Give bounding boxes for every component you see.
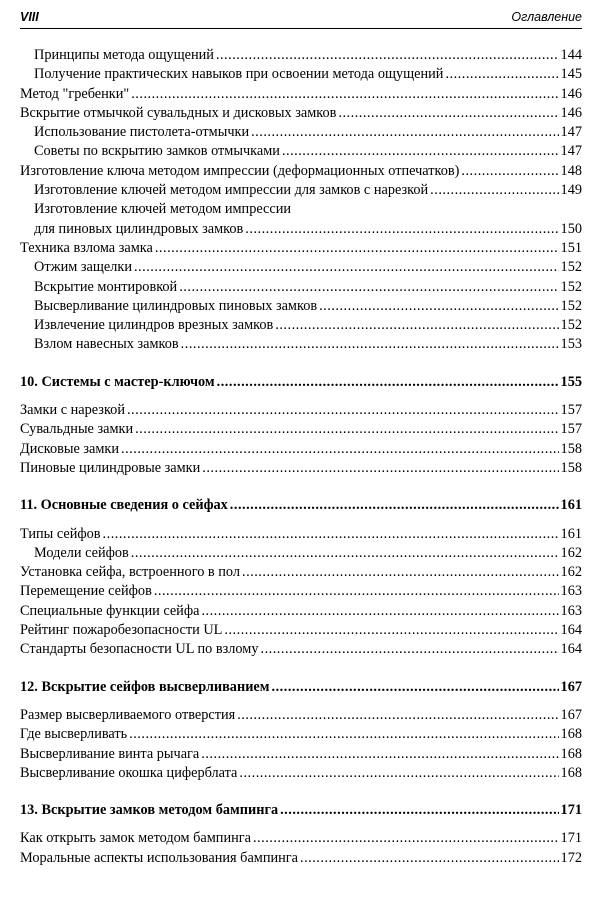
dot-leader (280, 801, 558, 820)
dot-leader (461, 162, 558, 181)
toc-entry-title: Где высверливать (20, 726, 128, 743)
toc-entry-title: 11. Основные сведения о сейфах (20, 497, 228, 514)
dot-leader (121, 440, 559, 459)
dot-leader (319, 297, 558, 316)
dot-leader (155, 239, 559, 258)
toc-page-number: 171 (560, 802, 582, 819)
toc-entry-title: Дисковые замки (20, 440, 120, 457)
dot-leader (202, 459, 558, 478)
toc-page-number: 157 (560, 402, 582, 419)
dot-leader (282, 142, 559, 161)
dot-leader (181, 335, 559, 354)
dot-leader (131, 544, 559, 563)
toc-page-number: 164 (560, 641, 582, 658)
dot-leader (216, 46, 559, 65)
dot-leader (131, 85, 558, 104)
toc-entry[interactable] (20, 104, 582, 123)
toc-page-number: 168 (560, 726, 582, 743)
toc-page-number: 161 (560, 497, 582, 514)
dot-leader (272, 678, 559, 697)
toc-page-number: 167 (560, 678, 582, 695)
toc-page-number: 168 (560, 745, 582, 762)
toc-entry[interactable] (20, 239, 582, 258)
toc-entry[interactable] (20, 335, 582, 354)
dot-leader (253, 829, 559, 848)
toc-entry[interactable] (20, 220, 582, 239)
dot-leader (129, 725, 558, 744)
toc-entry-title: Техника взлома замка (20, 239, 153, 256)
table-of-contents (20, 46, 582, 868)
toc-entry-title: 12. Вскрытие сейфов высверливанием (20, 678, 270, 695)
toc-entry-title: 10. Системы с мастер-ключом (20, 373, 215, 390)
toc-entry-title: Специальные функции сейфа (20, 602, 200, 619)
toc-page-number: 163 (560, 602, 582, 619)
dot-leader (217, 373, 559, 392)
page-header (20, 6, 582, 29)
toc-entry-title: Установка сейфа, встроенного в пол (20, 564, 240, 581)
toc-page-number: 146 (560, 85, 582, 102)
dot-leader (134, 258, 559, 277)
toc-entry[interactable] (20, 401, 582, 420)
toc-page-number: 155 (560, 373, 582, 390)
toc-entry[interactable] (20, 459, 582, 478)
toc-page-number: 150 (560, 220, 582, 237)
dot-leader (201, 745, 558, 764)
toc-page-number: 152 (560, 317, 582, 334)
toc-entry-title: для пиновых цилиндровых замков (34, 220, 244, 237)
toc-chapter[interactable] (20, 678, 582, 697)
toc-page-number: 151 (560, 239, 582, 256)
dot-leader (300, 849, 559, 868)
toc-entry-title: Размер высверливаемого отверстия (20, 706, 236, 723)
toc-entry-title: Советы по вскрытию замков отмычками (34, 143, 280, 160)
dot-leader (237, 706, 558, 725)
toc-entry-title: Рейтинг пожаробезопасности UL (20, 622, 223, 639)
toc-page-number: 163 (560, 583, 582, 600)
dot-leader (179, 278, 558, 297)
toc-entry-title: Моральные аспекты использования бампинга (20, 849, 298, 866)
toc-entry-title: Принципы метода ощущений (34, 47, 214, 63)
dot-leader (201, 602, 558, 621)
toc-chapter[interactable] (20, 496, 582, 515)
toc-entry[interactable] (20, 162, 582, 181)
page-number: VIII (20, 10, 39, 24)
toc-entry-title: Модели сейфов (34, 544, 129, 561)
toc-entry[interactable] (20, 640, 582, 659)
toc-page-number: 152 (560, 297, 582, 314)
toc-entry[interactable] (20, 85, 582, 104)
toc-page-number: 146 (560, 104, 582, 121)
toc-entry[interactable] (20, 316, 582, 335)
toc-page-number: 147 (560, 124, 582, 141)
toc-entry[interactable] (20, 621, 582, 640)
toc-page-number: 145 (560, 66, 582, 83)
toc-page-number: 161 (560, 525, 582, 542)
dot-leader (275, 316, 558, 335)
dot-leader (261, 640, 559, 659)
dot-leader (135, 420, 558, 439)
toc-entry[interactable] (20, 745, 582, 764)
toc-page-number: 171 (560, 830, 582, 847)
toc-entry-title: Сувальдные замки (20, 421, 134, 438)
toc-page-number: 149 (560, 182, 582, 199)
toc-page-number: 167 (560, 706, 582, 723)
toc-entry-title: Вскрытие отмычкой сувальдных и дисковых замков (20, 104, 337, 121)
toc-entry-title: Взлом навесных замков (34, 336, 179, 353)
toc-entry[interactable] (20, 829, 582, 848)
toc-entry[interactable] (20, 544, 582, 563)
toc-page-number: 172 (560, 849, 582, 866)
toc-page-number: 152 (560, 259, 582, 276)
toc-page-number: 147 (560, 143, 582, 160)
toc-entry[interactable] (20, 142, 582, 161)
toc-entry-title: Пиновые цилиндровые замки (20, 459, 201, 476)
toc-entry-title: Получение практических навыков при освоении метода ощущений (34, 66, 444, 83)
toc-chapter[interactable] (20, 801, 582, 820)
dot-leader (430, 181, 558, 200)
toc-entry-title: Высверливание окошка циферблата (20, 764, 238, 781)
toc-page-number: 164 (560, 622, 582, 639)
toc-entry[interactable] (20, 65, 582, 84)
running-title: Оглавление (511, 10, 582, 24)
toc-entry-title: Как открыть замок методом бампинга (20, 830, 251, 847)
dot-leader (242, 563, 559, 582)
toc-entry-title: Метод "гребенки" (20, 85, 130, 102)
toc-entry[interactable] (20, 582, 582, 601)
toc-entry-title: 13. Вскрытие замков методом бампинга (20, 802, 279, 819)
toc-page-number: 158 (560, 440, 582, 457)
dot-leader (103, 525, 559, 544)
toc-page-number: 148 (560, 162, 582, 179)
toc-entry[interactable] (20, 420, 582, 439)
toc-page-number: 162 (560, 544, 582, 561)
toc-entry[interactable] (20, 706, 582, 725)
toc-entry[interactable] (20, 278, 582, 297)
toc-entry-title: Типы сейфов (20, 525, 101, 542)
toc-page-number: 162 (560, 564, 582, 581)
toc-entry-title: Высверливание винта рычага (20, 745, 200, 762)
toc-entry-title: Вскрытие монтировкой (34, 278, 178, 295)
toc-entry-title: Использование пистолета-отмычки (34, 124, 250, 141)
toc-entry-title: Изготовление ключей методом импрессии для замков с нарезкой (34, 182, 429, 199)
toc-entry[interactable] (20, 849, 582, 868)
dot-leader (251, 123, 558, 142)
toc-page-number: 157 (560, 421, 582, 438)
toc-page-number: 152 (560, 278, 582, 295)
toc-entry[interactable] (20, 525, 582, 544)
toc-entry[interactable] (20, 440, 582, 459)
toc-page-number: 158 (560, 459, 582, 476)
toc-entry[interactable] (20, 297, 582, 316)
toc-entry-title: Стандарты безопасности UL по взлому (20, 641, 259, 658)
toc-entry-text-line1: Изготовление ключей методом импрессии (34, 201, 292, 218)
dot-leader (224, 621, 558, 640)
toc-entry-title: Высверливание цилиндровых пиновых замков (34, 297, 318, 314)
toc-page-number: 144 (560, 47, 582, 63)
toc-entry-title: Замки с нарезкой (20, 402, 125, 419)
dot-leader (230, 496, 559, 515)
toc-entry[interactable] (20, 764, 582, 783)
dot-leader (127, 401, 559, 420)
toc-entry-title: Отжим защелки (34, 259, 132, 276)
toc-entry[interactable] (20, 602, 582, 621)
toc-page-number: 153 (560, 336, 582, 353)
toc-chapter[interactable] (20, 373, 582, 392)
toc-entry[interactable] (20, 258, 582, 277)
toc-entry[interactable] (20, 725, 582, 744)
toc-entry-title: Изготовление ключа методом импрессии (деформационных отпечатков) (20, 162, 460, 179)
dot-leader (445, 65, 558, 84)
dot-leader (154, 582, 559, 601)
toc-entry[interactable] (20, 563, 582, 582)
toc-entry[interactable] (20, 46, 582, 65)
dot-leader (239, 764, 558, 783)
toc-page-number: 168 (560, 764, 582, 781)
dot-leader (245, 220, 558, 239)
dot-leader (338, 104, 558, 123)
toc-entry[interactable] (20, 181, 582, 200)
toc-entry-title: Извлечение цилиндров врезных замков (34, 317, 274, 334)
toc-entry[interactable] (20, 123, 582, 142)
toc-entry-title: Перемещение сейфов (20, 583, 152, 600)
